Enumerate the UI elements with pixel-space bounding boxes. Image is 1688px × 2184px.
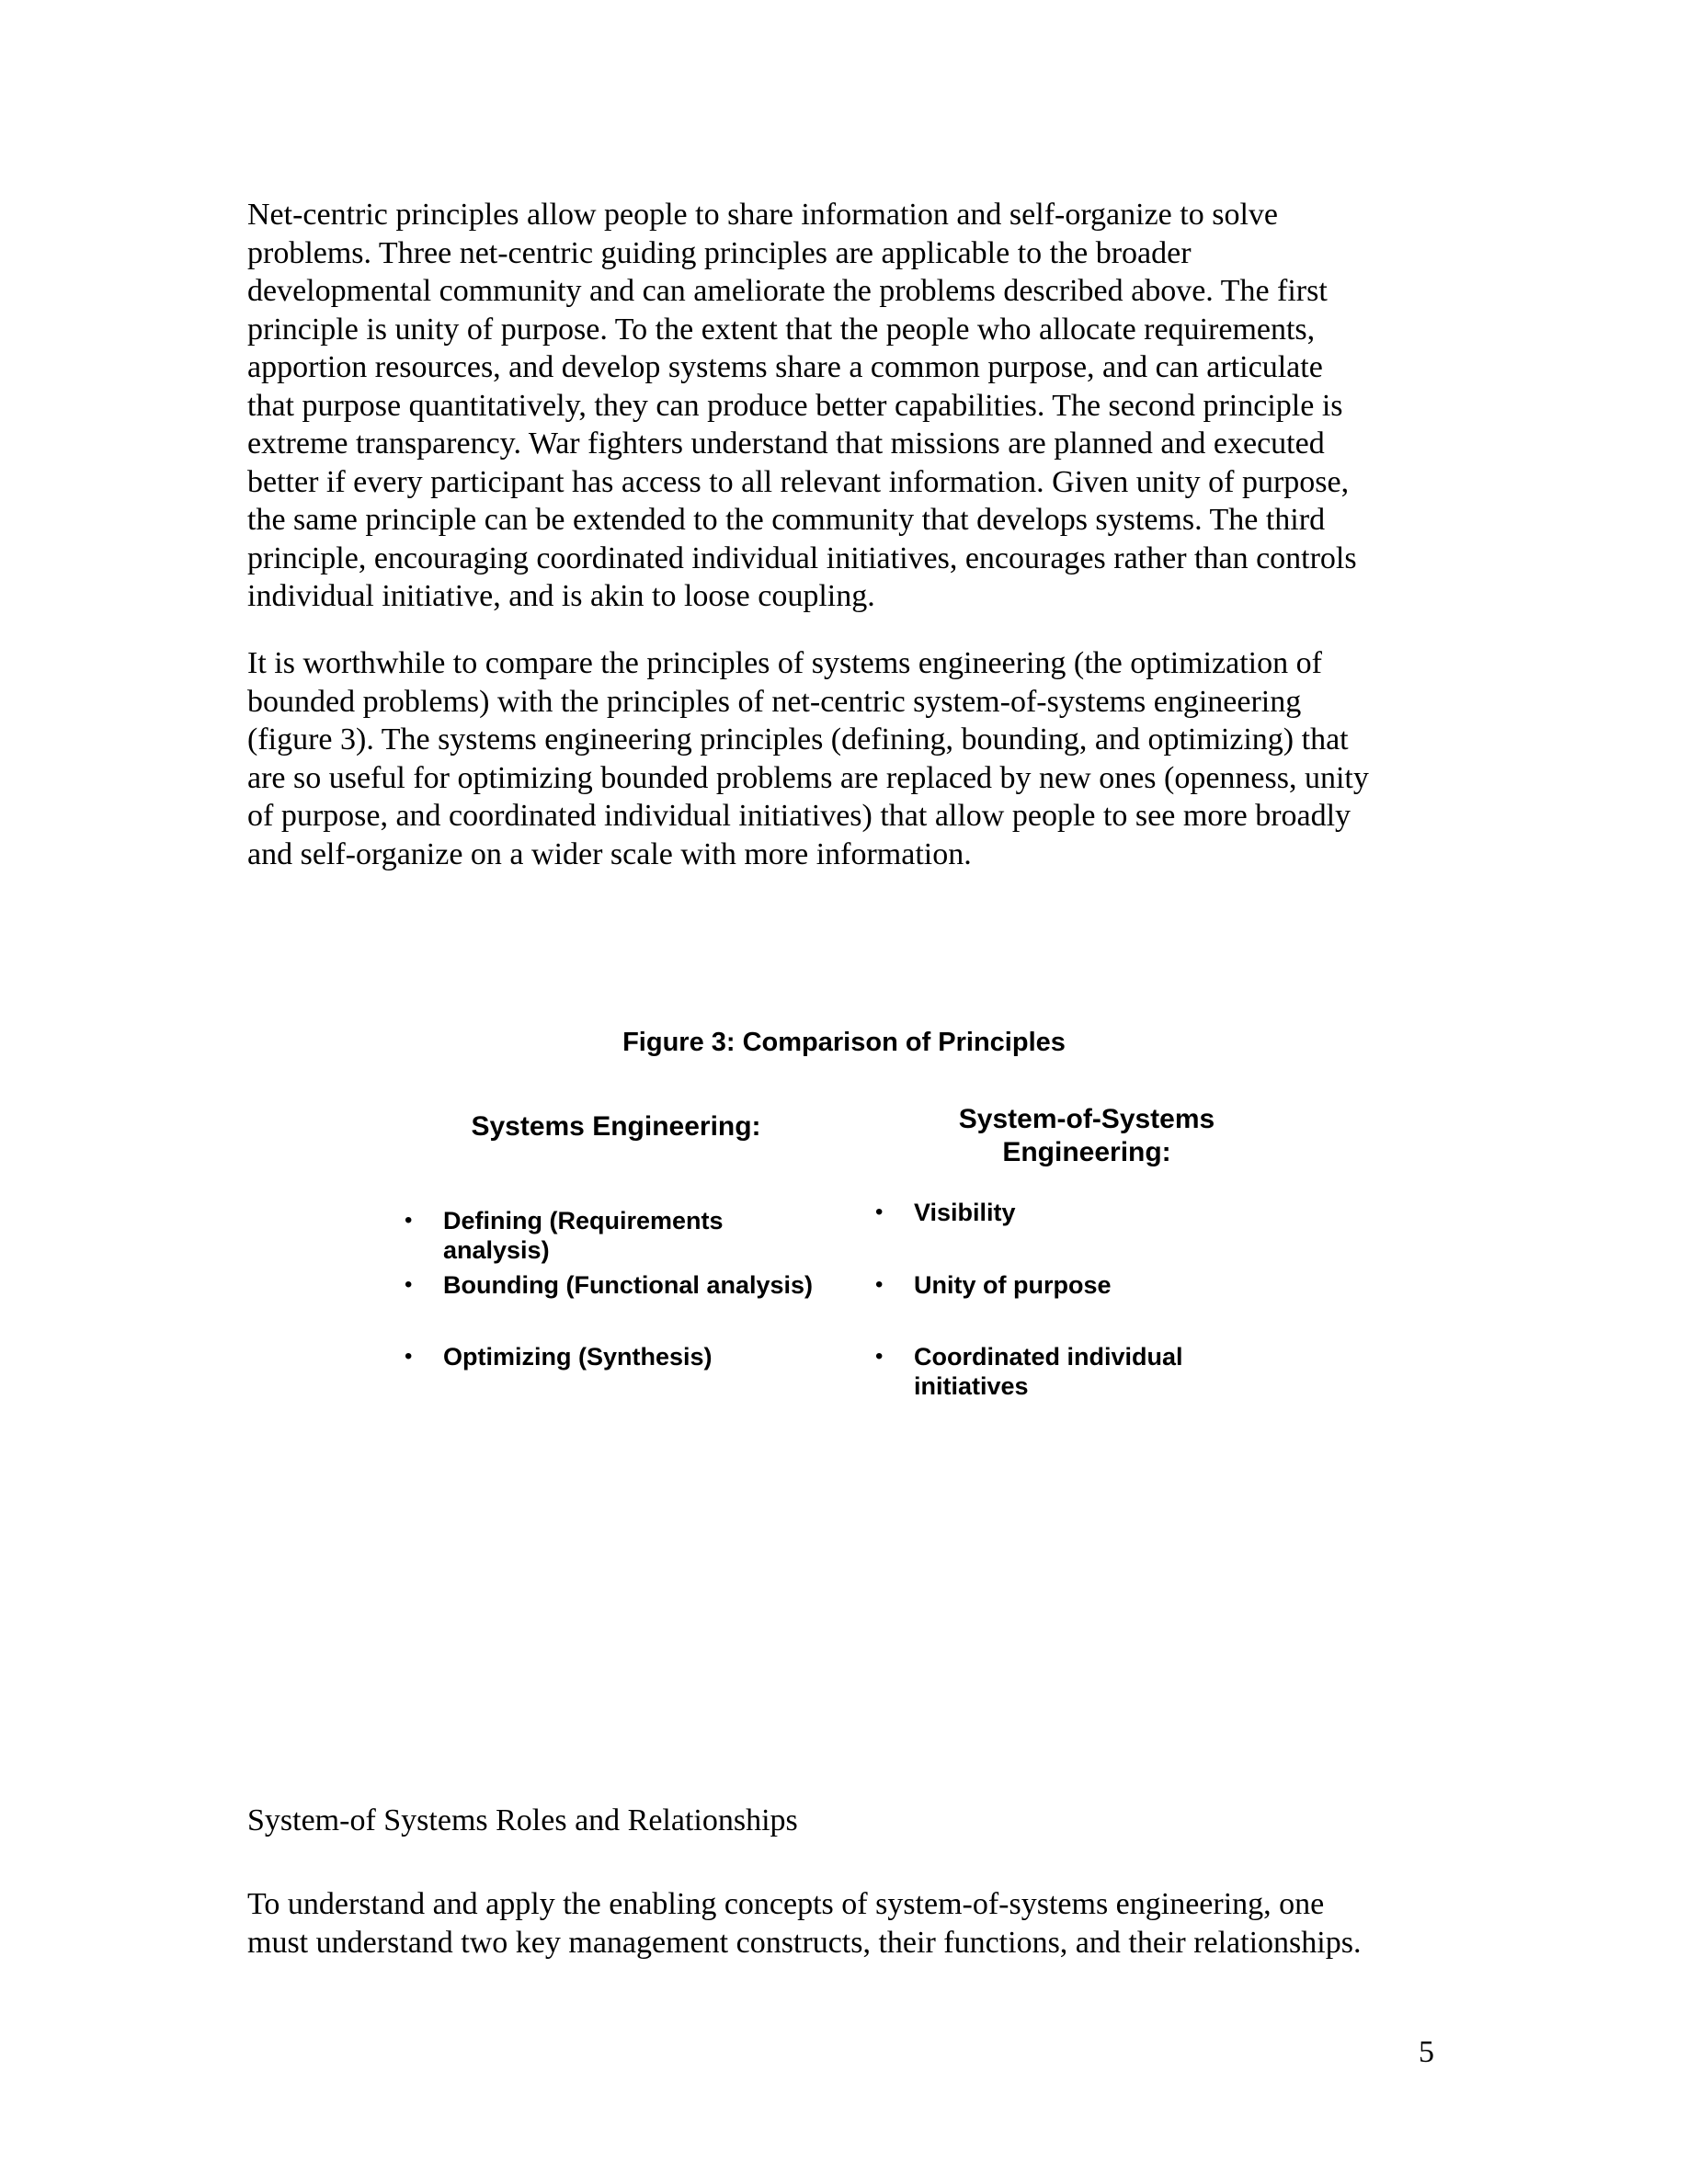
body-paragraph-2: It is worthwhile to compare the principles of systems engineering (the optimization of bounded problems) with the principles of net-centric system-of-systems engineering (figure 3). The systems engineering principles (defining, bounding, and optimizing) that are so useful for optimizing bounded problems are replaced by new ones (openness, unity of purpose, and coordinated individual initiatives) that allow people to see more broadly and self-organize on a wider scale with more information. [247,646,1369,871]
systems-engineering-heading: Systems Engineering: [471,1111,761,1142]
bullet-icon: • [405,1272,413,1297]
body-paragraph-3: To understand and apply the enabling concepts of system-of-systems engineering, one must understand two key management constructs, their functions, and their relationships. [247,1887,1362,1960]
bullet-icon: • [405,1344,413,1369]
list-item-text: Defining (Requirements analysis) [443,1207,724,1264]
bullet-icon: • [875,1344,884,1369]
list-item-text: Unity of purpose [914,1271,1112,1299]
page-number: 5 [1419,2035,1434,2069]
bullet-icon: • [875,1200,884,1224]
list-item [875,1270,1243,1300]
list-item [875,1342,1243,1401]
list-item [405,1342,846,1371]
figure-title: Figure 3: Comparison of Principles [622,1028,1066,1057]
list-item-text: Visibility [914,1199,1016,1226]
list-item-text: Bounding (Functional analysis) [443,1271,814,1299]
list-item [875,1198,1243,1227]
bullet-icon: • [875,1272,884,1297]
section-heading: System-of Systems Roles and Relationships [247,1803,798,1837]
sos-engineering-heading: System-of-Systems Engineering: [958,1104,1215,1167]
list-item [405,1270,846,1300]
list-item-text: Coordinated individual initiatives [914,1343,1183,1400]
bullet-icon: • [405,1208,413,1233]
list-item [405,1206,846,1265]
body-paragraph-1: Net-centric principles allow people to share information and self-organize to solve problems. Three net-centric guiding principles are applicable to the broader developmental community and can ameliorate the problems described above. The first principle is unity of purpose. To the extent that the people who allocate requirements, apportion resources, and develop systems share a common purpose, and can articulate that purpose quantitatively, they can produce better capabilities. The second principle is extreme transparency. War fighters understand that missions are planned and executed better if every participant has access to all relevant information. Given unity of purpose, the same principle can be extended to the community that develops systems. The third principle, encouraging coordinated individual initiatives, encourages rather than controls individual initiative, and is akin to loose coupling. [247,198,1357,613]
list-item-text: Optimizing (Synthesis) [443,1343,713,1371]
